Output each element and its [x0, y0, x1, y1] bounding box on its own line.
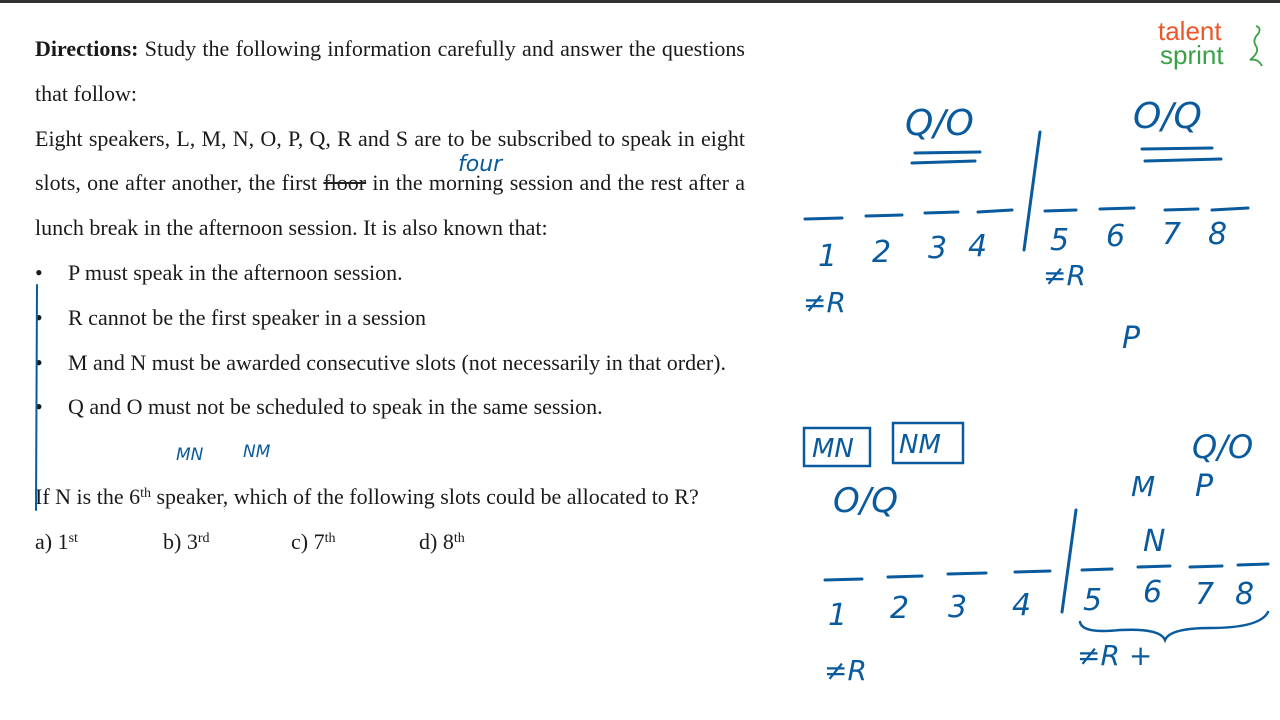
option-c-sup: th: [324, 530, 336, 546]
d2-slot-6: 6: [1143, 575, 1163, 610]
note-nm: NM: [243, 442, 271, 462]
d1-session-divider: [1024, 132, 1040, 250]
question-paragraph: [35, 475, 745, 520]
option-d[interactable]: [419, 520, 547, 565]
bullet-icon: •: [35, 259, 43, 285]
condition-text: Q and O must not be scheduled to speak in the same session.: [68, 394, 603, 420]
d2-box-nm: [893, 423, 963, 463]
d2-m: M: [1131, 470, 1156, 503]
d2-slot-5: 5: [1083, 583, 1103, 618]
question-text-2: speaker, which of the following slots could be allocated to R?: [150, 483, 699, 509]
directions-paragraph: [35, 27, 745, 117]
talentsprint-logo: [1158, 18, 1270, 74]
d1-right-underline: [1142, 148, 1221, 161]
d2-session-divider: [1062, 510, 1076, 612]
d2-afternoon-brace: [1080, 612, 1268, 640]
option-b[interactable]: [163, 520, 291, 565]
condition-text: R cannot be the first speaker in a session: [68, 304, 427, 330]
option-c-text: c) 7: [291, 528, 325, 554]
d1-slot-5: 5: [1050, 223, 1070, 258]
option-a-sup: st: [68, 530, 78, 546]
question-text-1: If N is the 6: [35, 483, 141, 509]
condition-item: [35, 296, 745, 341]
note-mn: MN: [176, 445, 204, 465]
logo-text-sprint: sprint: [1160, 40, 1224, 70]
problem-text-2: in the morning session and the rest after a lunch break in the afternoon session. It is also known that:: [35, 170, 745, 241]
condition-item: [35, 251, 745, 296]
directions-text: Study the following information carefully and answer the questions that follow:: [35, 36, 745, 106]
bullet-icon: •: [35, 394, 43, 420]
d1-p: P: [1122, 321, 1141, 356]
conditions-list: [35, 251, 745, 430]
d2-slot-7: 7: [1195, 577, 1215, 612]
option-a-text: a) 1: [35, 528, 69, 554]
option-d-text: d) 8: [419, 528, 454, 554]
bullet-icon: •: [35, 349, 43, 375]
d1-right-pair: O/Q: [1133, 96, 1202, 137]
question-sup: th: [140, 485, 151, 501]
problem-paragraph: [35, 117, 745, 251]
d2-left-pair: O/Q: [833, 481, 898, 521]
d2-slot-blanks: [825, 564, 1268, 580]
d2-slot-4: 4: [1012, 588, 1032, 623]
d1-slot-blanks: [805, 208, 1248, 219]
d2-slot-3: 3: [948, 590, 968, 625]
option-b-text: b) 3: [163, 528, 198, 554]
top-border: [0, 0, 1280, 3]
d2-not-r-slot1: ≠R: [824, 654, 867, 687]
condition-item: [35, 385, 745, 430]
bullet-icon: •: [35, 304, 43, 330]
d2-box-mn: [804, 428, 870, 466]
d2-n: N: [1143, 524, 1166, 559]
runner-icon: [1242, 22, 1270, 72]
condition-item: [35, 341, 745, 386]
logo-text-talent: talent: [1158, 16, 1222, 46]
d2-p: P: [1195, 469, 1214, 504]
condition-text: M and N must be awarded consecutive slots (not necessarily in that order).: [68, 349, 726, 375]
struck-word: floor: [323, 170, 367, 196]
d1-slot-7: 7: [1162, 217, 1182, 252]
d2-slot-numbers: [828, 575, 1254, 633]
d1-slot-1: 1: [818, 239, 838, 274]
d2-slot-1: 1: [828, 598, 848, 633]
d1-not-r-slot5: ≠R: [1043, 259, 1086, 292]
d2-slot-2: 2: [890, 591, 910, 626]
d2-not-r-slot5: ≠R +: [1077, 639, 1153, 672]
d1-slot-3: 3: [928, 231, 948, 266]
d2-box-mn-text: MN: [812, 434, 854, 464]
condition-text: P must speak in the afternoon session.: [68, 259, 403, 285]
directions-label: Directions:: [35, 36, 139, 61]
d2-box-nm-text: NM: [899, 430, 941, 460]
d1-slot-8: 8: [1208, 217, 1228, 252]
problem-text-1: Eight speakers, L, M, N, O, P, Q, R and S are to be subscribed to speak in eight slots, one after another, the first: [35, 125, 745, 196]
d1-left-pair: Q/O: [905, 103, 974, 144]
option-c[interactable]: [291, 520, 419, 565]
d1-slot-numbers: [818, 217, 1227, 274]
answer-options: [35, 520, 745, 565]
d1-left-underline: [912, 152, 980, 163]
correction-four: four: [458, 152, 503, 177]
d1-slot-6: 6: [1106, 219, 1126, 254]
d2-right-pair: Q/O: [1192, 428, 1254, 466]
d1-slot-2: 2: [872, 235, 892, 270]
d2-slot-8: 8: [1235, 577, 1255, 612]
d1-not-r-slot1: ≠R: [803, 286, 846, 319]
option-d-sup: th: [453, 530, 465, 546]
option-a[interactable]: [35, 520, 163, 565]
question-text-panel: [35, 27, 745, 565]
d1-slot-4: 4: [968, 229, 988, 264]
option-b-sup: rd: [197, 530, 210, 546]
